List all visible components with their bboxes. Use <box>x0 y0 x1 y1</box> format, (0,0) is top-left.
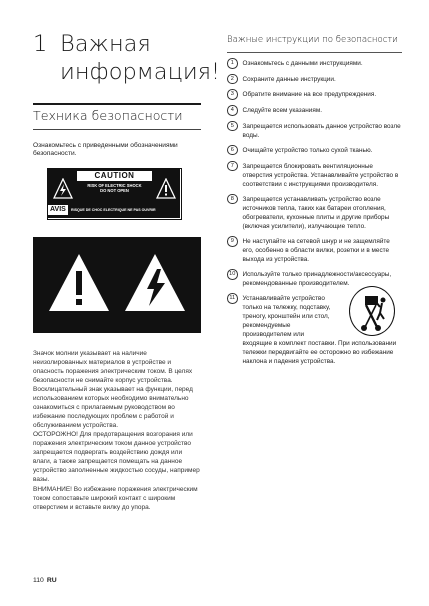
avis-label: AVIS <box>50 205 66 213</box>
list-item <box>227 146 402 156</box>
chapter-heading: Важная информация! <box>60 31 221 85</box>
item-number: 1 <box>227 58 238 69</box>
item-text: Не наступайте на сетевой шнур и не защемляйте его, особенно в области вилки, розетки и в месте выхода из устройства. <box>242 238 390 263</box>
item-text: Сохраните данные инструкции. <box>242 75 336 83</box>
paragraph: ВНИМАНИЕ! Во избежание поражения электрическим током сопоставьте широкий контакт с широким отверстием и вставьте вилку до упора. <box>33 485 198 511</box>
list-item <box>227 294 402 366</box>
item-number: 10 <box>227 269 238 280</box>
section-rule <box>33 103 201 105</box>
page-number: 110 <box>33 577 44 584</box>
paragraph: ОСТОРОЖНО! Для предотвращения возгорания или поражения электрическим током данное устройство запрещается подвергать воздействию дождя или влаги, а также запрещается помещать на данное устройство заполненные жидкостью сосуды, например вазы. <box>33 431 200 484</box>
safety-body <box>33 349 201 512</box>
list-item <box>227 90 402 100</box>
item-text-continued: входящие в комплект поставки. При использовании тележки передвигайте ее осторожно во избежание наклона и падения устройства. <box>242 340 397 366</box>
list-item <box>227 195 402 231</box>
list-item <box>227 75 402 85</box>
list-item <box>227 237 402 264</box>
item-text: Запрещается использовать данное устройство возле воды. <box>242 122 401 139</box>
chapter-number: 1 <box>33 31 48 57</box>
list-item <box>227 106 402 116</box>
item-text: Используйте только принадлежности/аксессуары, рекомендованные производителем. <box>242 271 392 288</box>
caution-label <box>47 168 182 220</box>
chapter-title <box>33 30 221 86</box>
right-column <box>227 30 402 373</box>
left-column <box>33 30 221 512</box>
page-footer <box>33 577 57 584</box>
item-text: Запрещается блокировать вентиляционные отверстия устройства. Устанавливайте устройство в соответствии с инструкциями производителя. <box>242 162 399 188</box>
item-text: Ознакомьтесь с данными инструкциями. <box>242 60 363 67</box>
item-number: 11 <box>227 293 238 304</box>
exclamation-triangle-icon <box>47 251 111 315</box>
caution-subtitle: RISK OF ELECTRIC SHOCK DO NOT OPEN <box>87 182 142 193</box>
list-item <box>227 59 402 69</box>
item-text: Следуйте всем указаниям. <box>242 107 323 115</box>
item-number: 7 <box>227 161 238 172</box>
safety-heading: Техника безопасности <box>33 108 183 123</box>
list-item <box>227 162 402 189</box>
safety-symbols-panel <box>33 237 201 333</box>
item-number: 9 <box>227 236 238 247</box>
section-divider <box>33 129 201 130</box>
item-number: 5 <box>227 121 238 132</box>
lightning-triangle-icon <box>53 178 73 200</box>
item-text: Очищайте устройство только сухой тканью. <box>242 146 373 154</box>
item-number: 8 <box>227 194 238 205</box>
item-text: Обратите внимание на все предупреждения. <box>242 91 377 99</box>
exclamation-triangle-icon <box>156 178 176 200</box>
paragraph: Восклицательный знак указывает на функции, перед использованием которых необходимо внимательно ознакомиться с прилагаемым руководством во избежание последующих проблем с работой и обслуживанием устройства. <box>33 386 193 430</box>
paragraph: Значок молнии указывает на наличие неизолированных материалов в устройстве и опасность поражения электрическим током. В целях безопасности не снимайте корпус устройства. <box>33 349 193 384</box>
safety-intro: Ознакомьтесь с приведенными обозначениями безопасности. <box>33 142 178 158</box>
item-number: 4 <box>227 105 238 116</box>
item-number: 2 <box>227 74 238 85</box>
instructions-heading: Важные инструкции по безопасности <box>227 35 398 45</box>
lightning-triangle-icon <box>123 251 187 315</box>
item-number: 6 <box>227 145 238 156</box>
language-code: RU <box>46 577 57 584</box>
list-item <box>227 122 402 140</box>
avis-text: RISQUE DE CHOC ELECTRIQUE NE PAS OUVRIR <box>71 207 156 212</box>
item-text: Устанавливайте устройство только на тележку, подставку, треногу, кронштейн или стол, рекомендуемые производителем или <box>242 295 331 339</box>
item-text: Запрещается устанавливать устройство возле источников тепла, таких как батареи отопления, обогреватели, кухонные плиты и другие приборы (включая усилители), излучающие тепло. <box>242 195 390 230</box>
caution-title: CAUTION <box>77 171 152 181</box>
item-number: 3 <box>227 89 238 100</box>
section-divider <box>227 52 402 53</box>
